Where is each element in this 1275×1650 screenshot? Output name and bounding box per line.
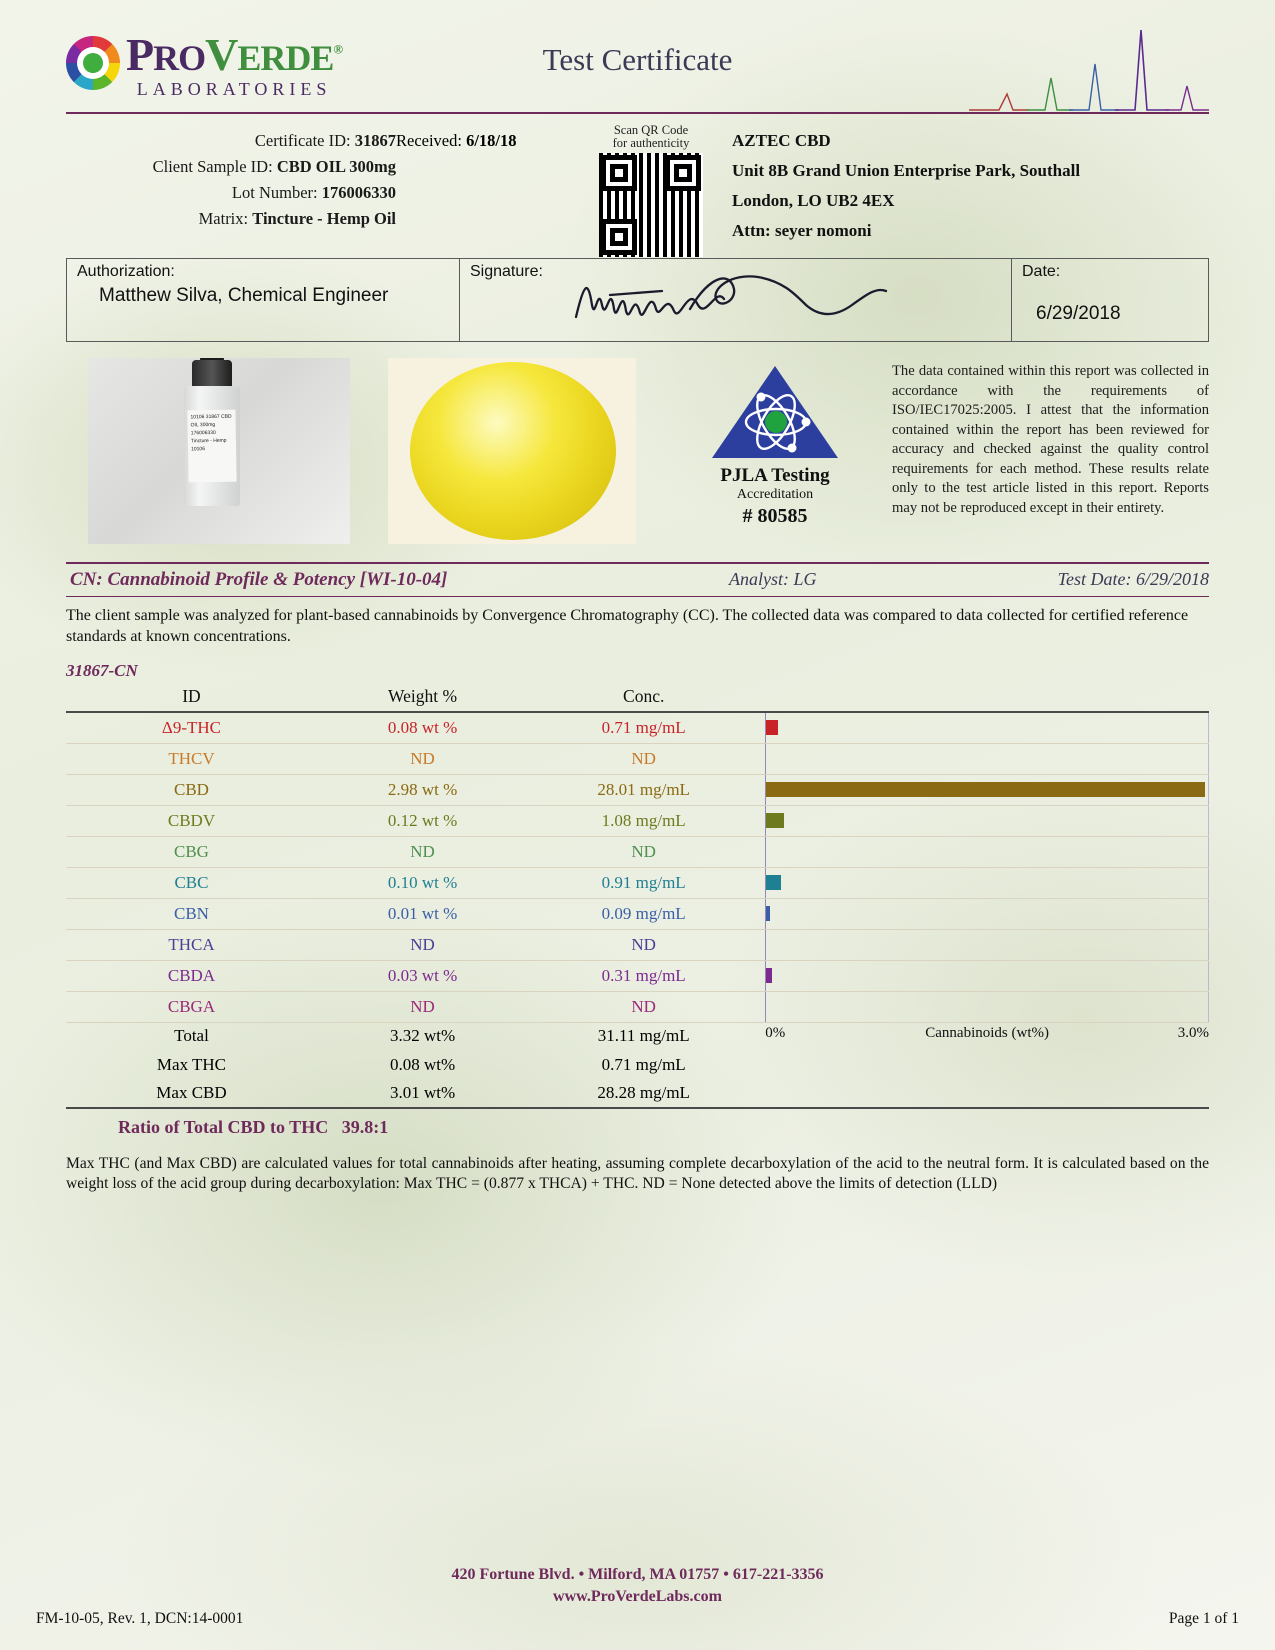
received-value: 6/18/18 [466, 131, 517, 150]
page-title: Test Certificate [542, 42, 733, 77]
matrix-value: Tincture - Hemp Oil [252, 209, 396, 228]
axis-max: 3.0% [1177, 1025, 1209, 1041]
table-total-row [66, 1079, 1209, 1108]
cell-weight: 0.03 wt % [317, 961, 528, 992]
cell-conc: 31.11 mg/mL [597, 1026, 690, 1045]
chromatogram-graphic [969, 24, 1209, 112]
qr-code[interactable] [599, 153, 703, 257]
cell-axis [759, 1023, 1209, 1052]
signature-cell [459, 259, 1011, 341]
page-footer [0, 1564, 1275, 1628]
cell-weight: ND [317, 744, 528, 775]
axis-title: Cannabinoids (wt%) [925, 1025, 1049, 1041]
table-row [66, 744, 1209, 775]
cell-id: THCV [66, 744, 317, 775]
authorization-label: Authorization: [77, 263, 175, 280]
cell-conc: 0.31 mg/mL [528, 961, 759, 992]
cell-conc: 0.71 mg/mL [528, 712, 759, 744]
logo-wordmark: PROVERDE® [126, 29, 343, 80]
page-header [66, 0, 1209, 114]
cell-id: Max CBD [66, 1079, 317, 1108]
cell-conc: ND [528, 744, 759, 775]
ratio-value: 39.8:1 [341, 1117, 389, 1137]
qr-caption-line1: Scan QR Code [613, 123, 689, 137]
atom-triangle-icon [710, 364, 840, 460]
certificate-id-label: Certificate ID: [254, 131, 351, 150]
sample-oil-photo [388, 358, 636, 544]
cell-conc: ND [528, 837, 759, 868]
client-address-line2: London, LO UB2 4EX [732, 191, 895, 210]
cell-weight: 0.10 wt % [317, 868, 528, 899]
cell-weight: ND [317, 992, 528, 1023]
signature-graphic [570, 265, 900, 327]
authorization-cell [67, 259, 459, 341]
client-address-line1: Unit 8B Grand Union Enterprise Park, Southall [732, 161, 1081, 180]
client-name: AZTEC CBD [732, 131, 831, 150]
table-row [66, 837, 1209, 868]
footer-website[interactable]: www.ProVerdeLabs.com [553, 1588, 722, 1605]
section-description: The client sample was analyzed for plant-based cannabinoids by Convergence Chromatography (CC). The collected data was compared to data collected for certified reference standards at known concentrations. [66, 607, 1189, 645]
table-row [66, 899, 1209, 930]
table-row [66, 806, 1209, 837]
cell-conc: 0.71 mg/mL [601, 1055, 686, 1074]
cell-bar [759, 930, 1209, 961]
cell-bar [759, 712, 1209, 744]
ratio-line [66, 1109, 1209, 1138]
cell-conc: 28.01 mg/mL [528, 775, 759, 806]
table-row [66, 868, 1209, 899]
ratio-label: Ratio of Total CBD to THC [118, 1117, 329, 1137]
cell-bar [759, 837, 1209, 868]
col-header-weight: Weight % [388, 686, 458, 706]
table-row [66, 930, 1209, 961]
bottle-label: 10106 31867 CBD OIL 300mg 176006330 Tincture - Hemp 10106 [187, 410, 236, 483]
cell-bar [759, 961, 1209, 992]
cell-conc: 0.91 mg/mL [528, 868, 759, 899]
client-sample-id-label: Client Sample ID: [152, 157, 273, 176]
certificate-id-row [66, 128, 396, 154]
logo-subtitle: LABORATORIES [136, 79, 332, 99]
pjla-line2: Accreditation [736, 487, 814, 502]
qr-block [592, 122, 710, 254]
cell-conc: ND [528, 992, 759, 1023]
cell-weight: 0.08 wt% [389, 1055, 456, 1074]
lot-number-value: 176006330 [321, 183, 396, 202]
table-row [66, 775, 1209, 806]
client-attn: Attn: seyer nomoni [732, 221, 872, 240]
received-label: Received: [396, 131, 462, 150]
cannabinoid-results-table [66, 685, 1209, 1109]
cell-weight: ND [317, 837, 528, 868]
matrix-row [66, 206, 396, 232]
section-analyst: Analyst: LG [729, 569, 817, 589]
signature-label: Signature: [470, 263, 543, 280]
cell-id: Max THC [156, 1055, 227, 1074]
table-header-row [66, 685, 1209, 712]
date-label: Date: [1022, 263, 1061, 280]
section-title: CN: Cannabinoid Profile & Potency [WI-10-04] [70, 569, 448, 590]
footer-page-number: Page 1 of 1 [1168, 1610, 1239, 1627]
cell-id: CBDA [66, 961, 317, 992]
table-body [66, 712, 1209, 1108]
calculation-note: Max THC (and Max CBD) are calculated values for total cannabinoids after heating, assuming complete decarboxylation of the acid to the neutral form. It is calculated based on the weight loss of the acid group during decarboxylation: Max THC = (0.877 x THCA) + THC. ND = None detected above the limits of detection (LLD) [66, 1155, 1209, 1192]
cell-weight: 3.32 wt% [389, 1026, 456, 1045]
axis-min: 0% [765, 1025, 786, 1041]
lot-number-row [66, 180, 396, 206]
sample-code: 31867-CN [66, 661, 138, 680]
footer-doc-code: FM-10-05, Rev. 1, DCN:14-0001 [36, 1610, 244, 1627]
date-cell [1011, 259, 1208, 341]
footer-address: 420 Fortune Blvd. • Milford, MA 01757 • 617-221-3356 [451, 1566, 824, 1583]
table-row [66, 992, 1209, 1023]
cell-blank [759, 1051, 1209, 1079]
sample-bottle-photo [88, 358, 350, 544]
authorization-box [66, 258, 1209, 342]
cell-conc: 28.28 mg/mL [528, 1079, 759, 1108]
table-row [66, 712, 1209, 744]
cell-bar [759, 992, 1209, 1023]
cell-id: CBN [66, 899, 317, 930]
cell-id: Δ9-THC [66, 712, 317, 744]
table-row [66, 961, 1209, 992]
certificate-id-value: 31867 [354, 131, 396, 150]
col-header-chart [759, 685, 1209, 712]
client-sample-id-value: CBD OIL 300mg [276, 157, 396, 176]
cell-bar [759, 868, 1209, 899]
client-address-block [710, 122, 1080, 254]
date-value: 6/29/2018 [1036, 303, 1121, 324]
cell-conc: 1.08 mg/mL [528, 806, 759, 837]
cell-conc: ND [528, 930, 759, 961]
cell-bar [759, 744, 1209, 775]
qr-caption-line2: for authenticity [612, 136, 690, 150]
cell-id: CBDV [66, 806, 317, 837]
section-test-date: Test Date: 6/29/2018 [1057, 569, 1209, 589]
cell-id: CBG [66, 837, 317, 868]
pjla-accreditation-badge [680, 358, 870, 528]
col-header-conc: Conc. [623, 686, 665, 706]
cell-conc: 0.09 mg/mL [528, 899, 759, 930]
cell-bar [759, 899, 1209, 930]
pjla-line1: PJLA Testing [720, 465, 830, 486]
cell-weight: 3.01 wt% [317, 1079, 528, 1108]
section-header [66, 562, 1209, 597]
cell-id: CBGA [66, 992, 317, 1023]
table-total-row [66, 1051, 1209, 1079]
chart-axis-row [66, 1023, 1209, 1052]
cell-id: CBD [66, 775, 317, 806]
authorization-value: Matthew Silva, Chemical Engineer [99, 285, 389, 306]
cell-bar [759, 806, 1209, 837]
cell-weight: ND [317, 930, 528, 961]
cell-id: Total [174, 1026, 209, 1045]
cell-id: THCA [66, 930, 317, 961]
attestation-text: The data contained within this report was collected in accordance with the requirements of ISO/IEC17025:2005. I attest that the information contained within the report has been reviewed for accuracy and checked against the quality control requirements for each method. These results relate only to the test article listed in this report. Reports may not be reproduced except in their entirety. [892, 363, 1209, 516]
sample-images-strip [66, 358, 1209, 548]
received-row [396, 122, 592, 254]
lot-number-label: Lot Number: [231, 183, 318, 202]
cell-bar [759, 775, 1209, 806]
pjla-line3: # 80585 [742, 505, 808, 527]
sample-info-block [66, 114, 1209, 254]
cell-weight: 0.01 wt % [317, 899, 528, 930]
matrix-label: Matrix: [198, 209, 249, 228]
cell-weight: 2.98 wt % [317, 775, 528, 806]
client-sample-id-row [66, 154, 396, 180]
cell-id: CBC [66, 868, 317, 899]
cell-blank [759, 1079, 1209, 1108]
col-header-id: ID [182, 686, 201, 706]
cell-weight: 0.12 wt % [317, 806, 528, 837]
cell-weight: 0.08 wt % [317, 712, 528, 744]
